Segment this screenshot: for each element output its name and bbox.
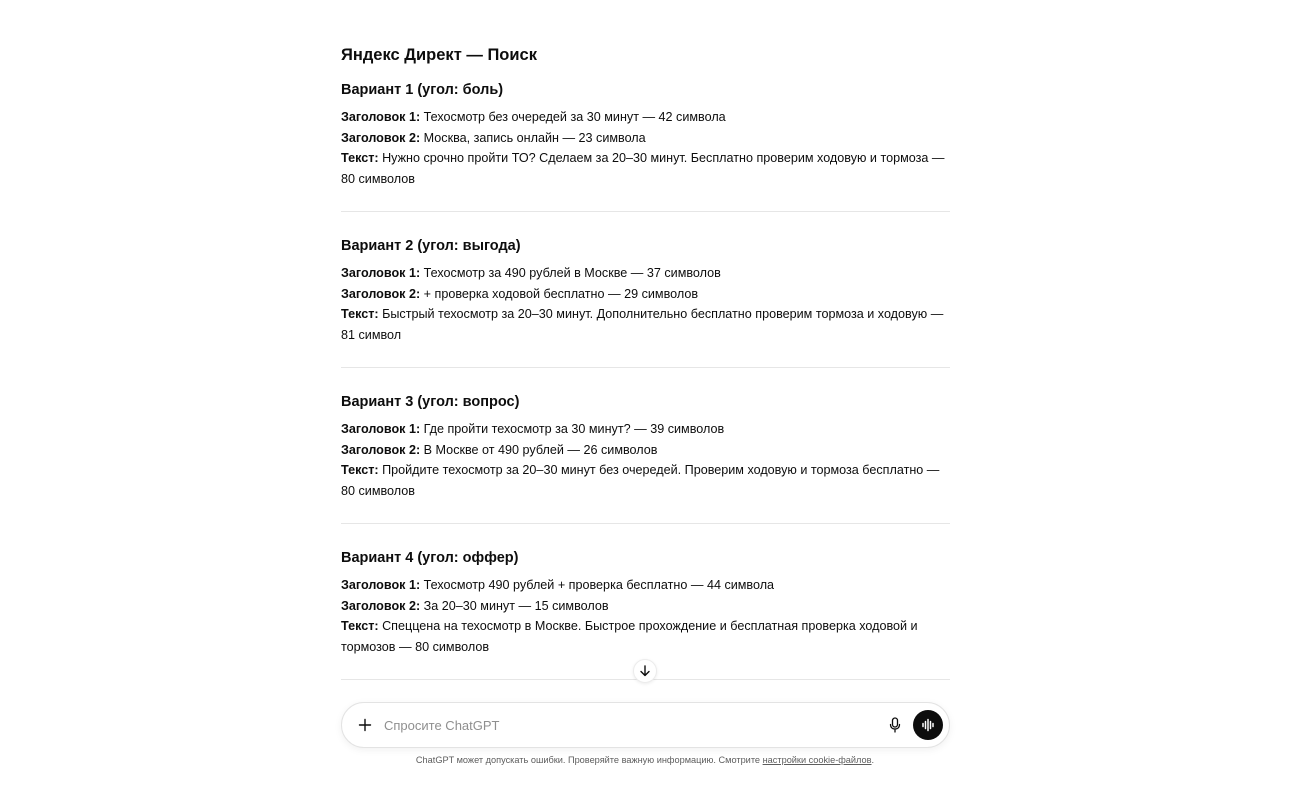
ad-text-line bbox=[341, 460, 950, 501]
headline-2-line bbox=[341, 440, 950, 461]
variant-title: Вариант 3 (угол: вопрос) bbox=[341, 394, 520, 410]
scroll-to-bottom-button[interactable] bbox=[633, 659, 657, 683]
headline-1-text: Техосмотр за 490 рублей в Москве — 37 символов bbox=[420, 266, 721, 280]
ad-text-label: Текст: bbox=[341, 151, 379, 165]
variant-1 bbox=[341, 80, 950, 189]
disclaimer bbox=[320, 754, 970, 766]
headline-1-line bbox=[341, 263, 950, 284]
headline-1-text: Где пройти техосмотр за 30 минут? — 39 символов bbox=[420, 422, 725, 436]
ad-text-line bbox=[341, 148, 950, 189]
ad-text: Нужно срочно пройти ТО? Сделаем за 20–30 минут. Бесплатно проверим ходовую и тормоза — 80 символов bbox=[341, 151, 945, 186]
headline-1-label: Заголовок 1: bbox=[341, 578, 421, 592]
microphone-icon bbox=[888, 717, 902, 733]
disclaimer-text: ChatGPT может допускать ошибки. Проверяйте важную информацию. Смотрите bbox=[415, 755, 763, 765]
headline-1-text: Техосмотр 490 рублей + проверка бесплатно — 44 символа bbox=[420, 578, 775, 592]
headline-2-text: За 20–30 минут — 15 символов bbox=[420, 598, 609, 613]
variant-2 bbox=[341, 236, 950, 345]
headline-1-line bbox=[341, 575, 950, 596]
section-title: Яндекс Директ — Поиск bbox=[341, 46, 537, 64]
headline-2-text: Москва, запись онлайн — 23 символа bbox=[420, 130, 646, 145]
headline-1-line bbox=[341, 419, 950, 440]
voice-waveform-icon bbox=[921, 718, 935, 732]
attach-button[interactable] bbox=[354, 714, 376, 736]
headline-2-text: В Москве от 490 рублей — 26 символов bbox=[420, 442, 658, 457]
headline-1-line bbox=[341, 107, 950, 128]
headline-2-label: Заголовок 2: bbox=[341, 130, 421, 145]
headline-1-label: Заголовок 1: bbox=[341, 110, 421, 124]
divider bbox=[341, 367, 950, 368]
variant-title: Вариант 1 (угол: боль) bbox=[341, 82, 504, 98]
headline-2-label: Заголовок 2: bbox=[341, 598, 421, 613]
arrow-down-icon bbox=[638, 664, 652, 678]
ad-text: Быстрый техосмотр за 20–30 минут. Дополнительно бесплатно проверим тормоза и ходовую — 81 символ bbox=[341, 307, 944, 342]
headline-2-line bbox=[341, 284, 950, 305]
headline-2-line bbox=[341, 128, 950, 149]
ad-text-label: Текст: bbox=[341, 307, 379, 321]
ad-text-line bbox=[341, 304, 950, 345]
divider bbox=[341, 523, 950, 524]
divider bbox=[341, 211, 950, 212]
variant-3 bbox=[341, 392, 950, 501]
headline-2-line bbox=[341, 596, 950, 617]
headline-2-text: + проверка ходовой бесплатно — 29 символов bbox=[420, 286, 699, 301]
plus-icon bbox=[358, 718, 372, 732]
headline-2-label: Заголовок 2: bbox=[341, 286, 421, 301]
prompt-input[interactable] bbox=[384, 715, 864, 735]
ad-text-line bbox=[341, 616, 950, 657]
headline-2-label: Заголовок 2: bbox=[341, 442, 421, 457]
composer bbox=[341, 702, 950, 748]
ad-text-label: Текст: bbox=[341, 619, 379, 633]
voice-mode-button[interactable] bbox=[913, 710, 943, 740]
headline-1-text: Техосмотр без очередей за 30 минут — 42 символа bbox=[420, 110, 726, 124]
assistant-message bbox=[341, 44, 950, 704]
ad-text-label: Текст: bbox=[341, 463, 379, 477]
cookie-settings-link[interactable]: настройки cookie-файлов bbox=[762, 755, 872, 765]
ad-text: Спеццена на техосмотр в Москве. Быстрое прохождение и бесплатная проверка ходовой и тормозов — 80 символов bbox=[341, 619, 918, 654]
disclaimer-tail: . bbox=[871, 755, 875, 765]
headline-1-label: Заголовок 1: bbox=[341, 422, 421, 436]
headline-1-label: Заголовок 1: bbox=[341, 266, 421, 280]
variant-4 bbox=[341, 548, 950, 657]
dictate-button[interactable] bbox=[885, 715, 905, 735]
variant-title: Вариант 4 (угол: оффер) bbox=[341, 550, 519, 566]
variant-title: Вариант 2 (угол: выгода) bbox=[341, 238, 521, 254]
ad-text: Пройдите техосмотр за 20–30 минут без очередей. Проверим ходовую и тормоза бесплатно — 80 символов bbox=[341, 463, 940, 498]
